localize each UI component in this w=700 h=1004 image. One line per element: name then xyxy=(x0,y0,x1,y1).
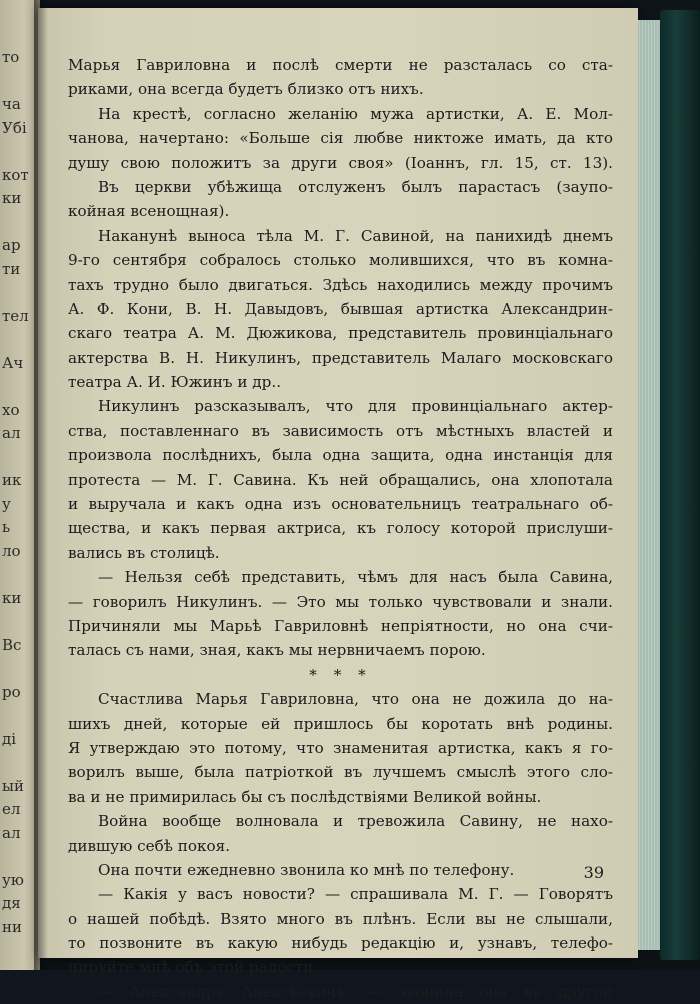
text-line: актерства В. Н. Никулинъ, представитель Малаго московскаго xyxy=(68,348,613,367)
text-line: — говорилъ Никулинъ. — Это мы только чувствовали и знали. xyxy=(68,592,613,611)
left-page-fragment: ел xyxy=(2,800,21,818)
book-cover xyxy=(660,10,700,960)
text-line: Причиняли мы Марьѣ Гавриловнѣ непріятности, но она счи- xyxy=(68,616,613,635)
text-line: риками, она всегда будетъ близко отъ нихъ. xyxy=(68,80,424,99)
text-line: то позвоните въ какую нибудь редакцію и, узнавъ, телефо- xyxy=(68,934,613,953)
left-page-fragment: ки xyxy=(2,588,22,607)
page-number: 39 xyxy=(583,863,604,882)
left-page-fragment: ар xyxy=(2,236,21,254)
text-line: Война вообще волновала и тревожила Савину, не нахо- xyxy=(98,812,613,831)
text-line: душу свою положитъ за други своя» (Іоаннъ, гл. 15, ст. 13). xyxy=(68,153,613,172)
text-line: ва и не примирилась бы съ послѣдствіями Великой войны. xyxy=(68,787,542,806)
text-line: Счастлива Марья Гавриловна, что она не дожила до на- xyxy=(98,690,613,709)
book-page xyxy=(38,8,638,1001)
text-line: Наканунѣ выноса тѣла М. Г. Савиной, на панихидѣ днемъ xyxy=(98,226,613,245)
left-page-fragment: ло xyxy=(2,541,21,560)
left-page-fragment: Ач xyxy=(2,353,24,372)
text-line: На крестѣ, согласно желанію мужа артистки, А. Е. Мол- xyxy=(98,104,613,123)
left-page-fragment: ик xyxy=(2,471,22,489)
text-line: койная всенощная). xyxy=(68,202,230,221)
left-page-fragment: то xyxy=(2,48,20,66)
text-line: скаго театра А. М. Дюжикова, представитель провинціальнаго xyxy=(68,324,613,343)
text-line: чанова, начертано: «Больше сія любве никтоже имать, да кто xyxy=(68,129,613,148)
text-line: Никулинъ разсказывалъ, что для провинціальнаго актер- xyxy=(98,397,613,416)
text-line: — Александръ Алексѣевичъ, — звонила она въ другой xyxy=(98,982,613,1001)
text-line: о нашей побѣдѣ. Взято много въ плѣнъ. Если вы не слышали, xyxy=(68,909,613,928)
text-line: Марья Гавриловна и послѣ смерти не разсталась со ста- xyxy=(68,56,613,74)
text-line: ворилъ выше, была патріоткой въ лучшемъ смыслѣ этого сло- xyxy=(68,763,613,782)
text-line: — Какія у васъ новости? — спрашивала М. Г. — Говорятъ xyxy=(98,885,613,904)
text-line: ства, поставленнаго въ зависимость отъ мѣстныхъ властей и xyxy=(68,421,613,440)
left-page-fragment: ки xyxy=(2,189,22,207)
page-body-text xyxy=(68,53,613,1004)
left-page-fragment: ал xyxy=(2,823,21,842)
left-page-fragment: Убі xyxy=(2,118,27,137)
text-line: 9-го сентября собралось столько молившихся, что въ комна- xyxy=(68,251,613,270)
left-page-fragment: ал xyxy=(2,424,21,442)
text-line: театра А. И. Южинъ и др.. xyxy=(68,373,282,392)
left-page-fragment: ти xyxy=(2,259,21,278)
text-line: и выручала и какъ одна изъ основательницъ театральнаго об- xyxy=(68,495,613,514)
left-page-fragment: ни xyxy=(2,917,22,936)
book-gutter-shadow xyxy=(34,0,48,970)
left-page-fragment: кот xyxy=(2,165,29,184)
text-line: — Нельзя себѣ представить, чѣмъ для насъ была Савина, xyxy=(98,568,613,587)
text-line: Я утверждаю это потому, что знаменитая артистка, какъ я го- xyxy=(68,738,613,757)
left-page-fragment: Вс xyxy=(2,635,22,654)
left-page-fragment: ую xyxy=(2,870,24,889)
text-line: дившую себѣ покоя. xyxy=(68,836,231,855)
text-line: протеста — М. Г. Савина. Къ ней обращались, она хлопотала xyxy=(68,470,613,489)
left-page-fragment: дя xyxy=(2,894,21,912)
left-page-fragment: ро xyxy=(2,682,21,701)
section-divider: * * * xyxy=(309,665,372,684)
text-line: нируйте мнѣ объ этой радости. xyxy=(68,958,319,977)
text-line: щества, и какъ первая актриса, къ голосу которой прислуши- xyxy=(68,519,613,538)
left-page-fragment: ді xyxy=(2,729,17,748)
left-page-fragment: ча xyxy=(2,95,21,113)
page-stack-edge xyxy=(638,20,660,950)
text-line: произвола послѣднихъ, была одна защита, одна инстанція для xyxy=(68,446,613,465)
left-page-fragment: тел xyxy=(2,306,29,325)
left-page-fragment: хо xyxy=(2,400,20,419)
left-page-fragment: ь xyxy=(2,518,11,536)
text-line: талась съ нами, зная, какъ мы нервничаемъ порою. xyxy=(68,641,486,660)
text-line: тахъ трудно было двигаться. Здѣсь находились между прочимъ xyxy=(68,275,613,294)
left-page-fragment: у xyxy=(2,494,11,513)
text-line: Въ церкви убѣжища отслуженъ былъ парастасъ (заупо- xyxy=(98,177,613,196)
left-page-fragment: ый xyxy=(2,776,24,795)
text-line: вались въ столицѣ. xyxy=(68,543,220,562)
text-line: Она почти ежедневно звонила ко мнѣ по телефону. xyxy=(98,860,515,879)
text-line: А. Ф. Кони, В. Н. Давыдовъ, бывшая артистка Александрин- xyxy=(68,299,613,318)
text-line: шихъ дней, которые ей пришлось бы коротать внѣ родины. xyxy=(68,714,613,733)
